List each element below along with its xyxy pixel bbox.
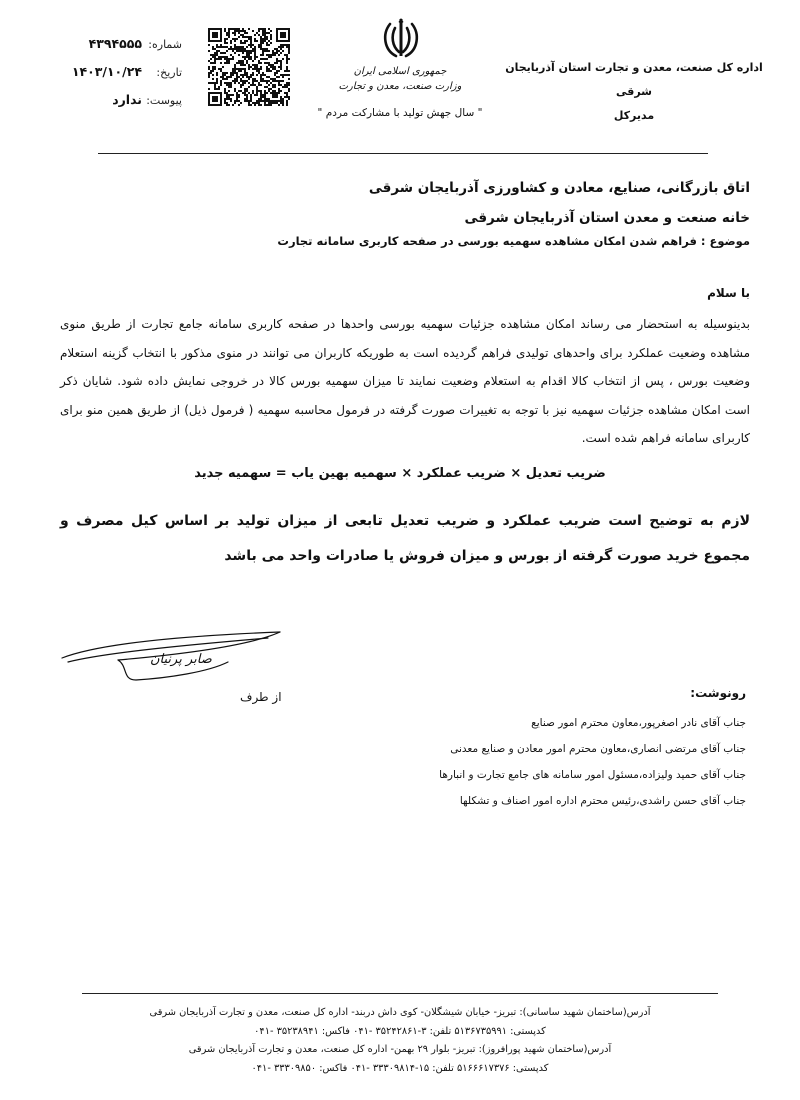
ministry-text: وزارت صنعت، معدن و تجارت: [338, 81, 462, 92]
letter-number-row: [42, 36, 182, 64]
cc-list: [286, 710, 746, 814]
iran-emblem-icon: [378, 16, 424, 62]
letter-date-value: ۱۴۰۳/۱۰/۲۴: [71, 64, 142, 79]
quota-formula: ضریب تعدیل × ضریب عملکرد × سهمیه بهین یاب = سهمیه جدید: [194, 466, 606, 481]
organization-name: اداره کل صنعت، معدن و تجارت استان آذربایجان شرقی: [505, 61, 763, 98]
cc-item: جناب آقای حسن راشدی،رئیس محترم اداره امور اصناف و تشکلها: [459, 795, 746, 807]
letter-attachment-value: ندارد: [112, 92, 142, 107]
recipient-line-1: اتاق بازرگانی، صنایع، معادن و کشاورزی آذربایجان شرقی: [368, 180, 750, 196]
footer-address-1: آدرس(ساختمان شهید ساسانی): تبریز- خیابان شیشگلان- کوی داش دربند- اداره کل صنعت، معدن و تجارت آذربایجان شرقی: [149, 1007, 651, 1018]
letter-metadata: [42, 36, 182, 120]
letter-number-value: ۴۳۹۴۵۵۵: [88, 36, 142, 51]
cc-item: جناب آقای حمید ولیزاده،مسئول امور سامانه های جامع تجارت و انبارها: [439, 769, 746, 781]
organization-position: مدیرکل: [613, 109, 655, 122]
greeting: با سلام: [707, 286, 750, 300]
organization-heading: [504, 56, 764, 128]
year-slogan: " سال جهش تولید با مشارکت مردم ": [317, 107, 483, 119]
letter-date-row: [42, 64, 182, 92]
footer-divider: [82, 993, 718, 994]
letter-attachment-row: [42, 92, 182, 120]
footer-address-2: آدرس(ساختمان شهید پورافروز): تبریز- بلوار ۲۹ بهمن- اداره کل صنعت، معدن و تجارت آذربایجان شرقی: [188, 1044, 612, 1055]
signatory-name: صابر پرنیان: [150, 652, 212, 667]
letter-date-label: تاریخ:: [156, 66, 182, 79]
cc-item: جناب آقای مرتضی انصاری،معاون محترم امور معادن و صنایع معدنی: [450, 743, 746, 755]
letter-subject: موضوع : فراهم شدن امکان مشاهده سهمیه بورسی در صفحه کاربری سامانه تجارت: [277, 234, 750, 248]
explanation-note: لازم به توضیح است ضریب عملکرد و ضریب تعدیل تابعی از میزان تولید بر اساس کیل مصرف و مجموع خرید صورت گرفته از بورس و میزان فروش یا صادرات واحد می باشد: [60, 513, 750, 564]
recipient-line-2: خانه صنعت و معدن استان آذربایجان شرقی: [464, 210, 750, 226]
footer-contact-1: کدپستی: ۵۱۳۶۷۳۵۹۹۱ تلفن: ۳-۳۵۲۴۲۸۶۱ -۰۴۱ فاکس: ۳۵۲۳۸۹۴۱ -۰۴۱: [254, 1025, 546, 1037]
header-divider: [98, 153, 708, 154]
ministry-name: [330, 64, 470, 94]
body-paragraph: بدینوسیله به استحضار می رساند امکان مشاهده جزئیات سهمیه بورسی واحدها در صفحه کاربری سامانه جامع تجارت از طریق منوی مشاهده وضعیت عملکرد برای واحدهای تولیدی فراهم گردیده است به طوریکه کاربران می توانند در منوی مذکور با انتخاب گزینه استعلام وضعیت بورس ، پس از انتخاب کالا اقدام به استعلام وضعیت نمایند تا میزان سهمیه بورس کالا در خروجی نمایش داده شود. شایان ذکر است امکان مشاهده جزئیات سهمیه نیز با توجه به تغییرات صورت گرفته در فرمول محاسبه سهمیه ( فرمول ذیل) از طریق همین منو برای کاربرای سامانه فراهم شده است.: [60, 317, 750, 445]
recipient-block: [250, 173, 750, 233]
cc-title: رونوشت:: [690, 686, 746, 700]
qr-code-icon: [208, 28, 290, 106]
footer-address: [60, 1004, 740, 1078]
letter-attachment-label: پیوست:: [146, 94, 182, 107]
letter-number-label: شماره:: [148, 38, 182, 51]
cc-item: جناب آقای نادر اصغرپور،معاون محترم امور صنایع: [531, 717, 746, 729]
republic-text: جمهوری اسلامی ایران: [353, 66, 447, 77]
on-behalf-label: از طرف: [240, 690, 282, 704]
footer-contact-2: کدپستی: ۵۱۶۶۶۱۷۳۷۶ تلفن: ۱۵-۳۳۳۰۹۸۱۴ -۰۴۱ فاکس: ۳۳۳۰۹۸۵۰ -۰۴۱: [251, 1062, 549, 1074]
